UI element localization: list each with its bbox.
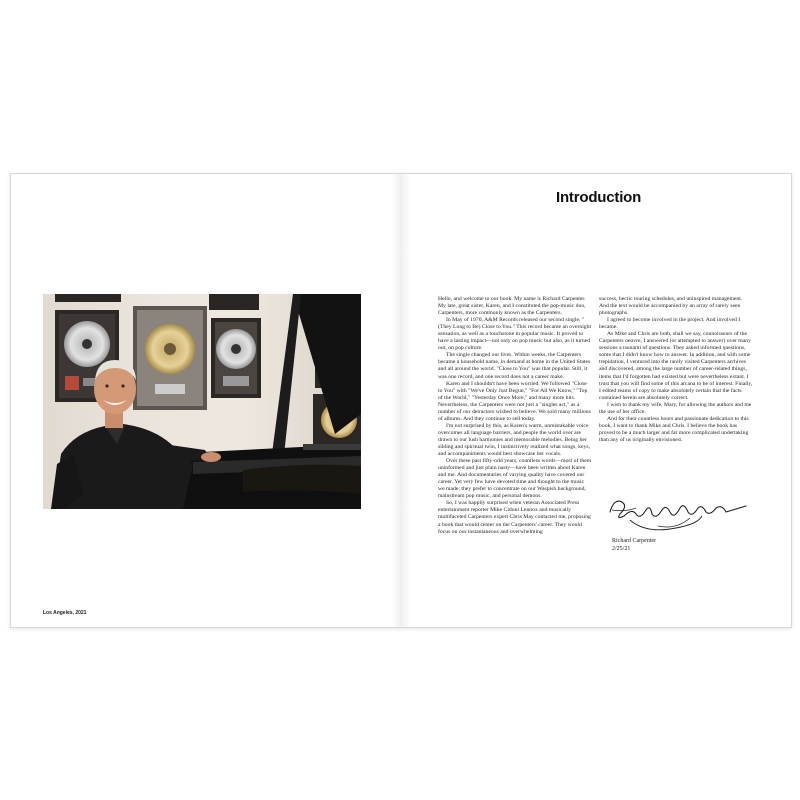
text-column-1 (438, 296, 592, 618)
signature-date: 2/25/21 (612, 546, 631, 552)
left-page (11, 174, 401, 627)
photo-caption: Los Angeles, 2021 (43, 610, 87, 616)
paragraph: I wish to thank my wife, Mary, for allowing the authors and me the use of her office. (599, 401, 752, 415)
paragraph: And for their countless hours and passionate dedication to this book, I want to thank Mike and Chris. I believe the book has proved to be a much larger and far more complicated undertaking than any of us originally envisioned. (599, 415, 749, 443)
paragraph: In May of 1970, A&M Records released our second single, "(They Long to Be) Close to You." This record became an overnight sensation, as well as a touchstone in popular music. It proved to have a lasting impact—not only on pop music but also, as it turned out, on pop culture. (438, 317, 592, 352)
photo-man-at-piano (43, 294, 361, 509)
book-spread (10, 173, 792, 628)
paragraph: The single changed our lives. Within weeks, the Carpenters became a household name, in demand at home in the United States and all around the world. "Close to You" was that popular. Still, it was one record, and one record does not a career make. (438, 352, 591, 380)
text-column-2 (599, 296, 753, 444)
paragraph: Karen and I shouldn't have been worried. We followed "Close to You" with "We've Only Just Begun," "For All We Know," "Top of the World," "Yesterday Once More," and many more hits. Nevertheless, the Carpenters were not just a "singles act," as a number of our detractors wished to believe. We sold many millions of albums. And they continue to sell today. (438, 380, 591, 422)
signature-name: Richard Carpenter (612, 538, 657, 544)
paragraph: success, hectic touring schedules, and uninspired management. And the text would be accompanied by an array of rarely seen photographs. (599, 296, 743, 317)
paragraph: Hello, and welcome to our book. My name is Richard Carpenter. My late, great sister, Karen, and I constituted the pop-music duo, Carpenters, more commonly known as the Carpenters. (438, 296, 586, 317)
paragraph: I agreed to become involved in the project. And involved I became. (599, 317, 741, 331)
paragraph: Over these past fifty-odd years, countless words—most of them uninformed and just plain nasty—have been written about Karen and me. And documentaries of varying quality have covered our career. Yet very few have devoted time and thought to the music we made; they prefer to concentrate on our Waspish background, mainstream pop music, and personal demons. (438, 458, 592, 500)
paragraph: As Mike and Chris are both, shall we say, connoisseurs of the Carpenters oeuvre, I answered (or attempted to answer) over many sessions a tsunami of questions. They asked informed questions, some that I didn't know how to answer. In addition, and with some trepidation, I ventured into the rarely visited Carpenters archives and discovered, among the large number of career-related things, items that I'd forgotten had existed but were nevertheless extant. I trust that you will find some of this arcana to be of interest. Finally, I edited reams of copy to make absolutely certain that the facts contained herein are absolutely correct. (599, 331, 753, 401)
paragraph: I'm not surprised by this, as Karen's warm, unmistakable voice overcomes all language barriers, and people the world over are drawn to our lush harmonies and memorable melodies. Being her sibling and spiritual twin, I instinctively realized what songs, keys, and accompaniments would best showcase her vocals. (438, 422, 590, 458)
page-title: Introduction (556, 189, 642, 206)
handwritten-signature (606, 490, 756, 532)
right-page (401, 174, 791, 627)
paragraph: So, I was happily surprised when veteran Associated Press entertainment reporter Mike Cidoni Lennox and musically multifaceted Carpenters expert Chris May contacted me, proposing a book that would center on the Carpenters' career. They would focus on our instantaneous and overwhelming (438, 500, 591, 535)
